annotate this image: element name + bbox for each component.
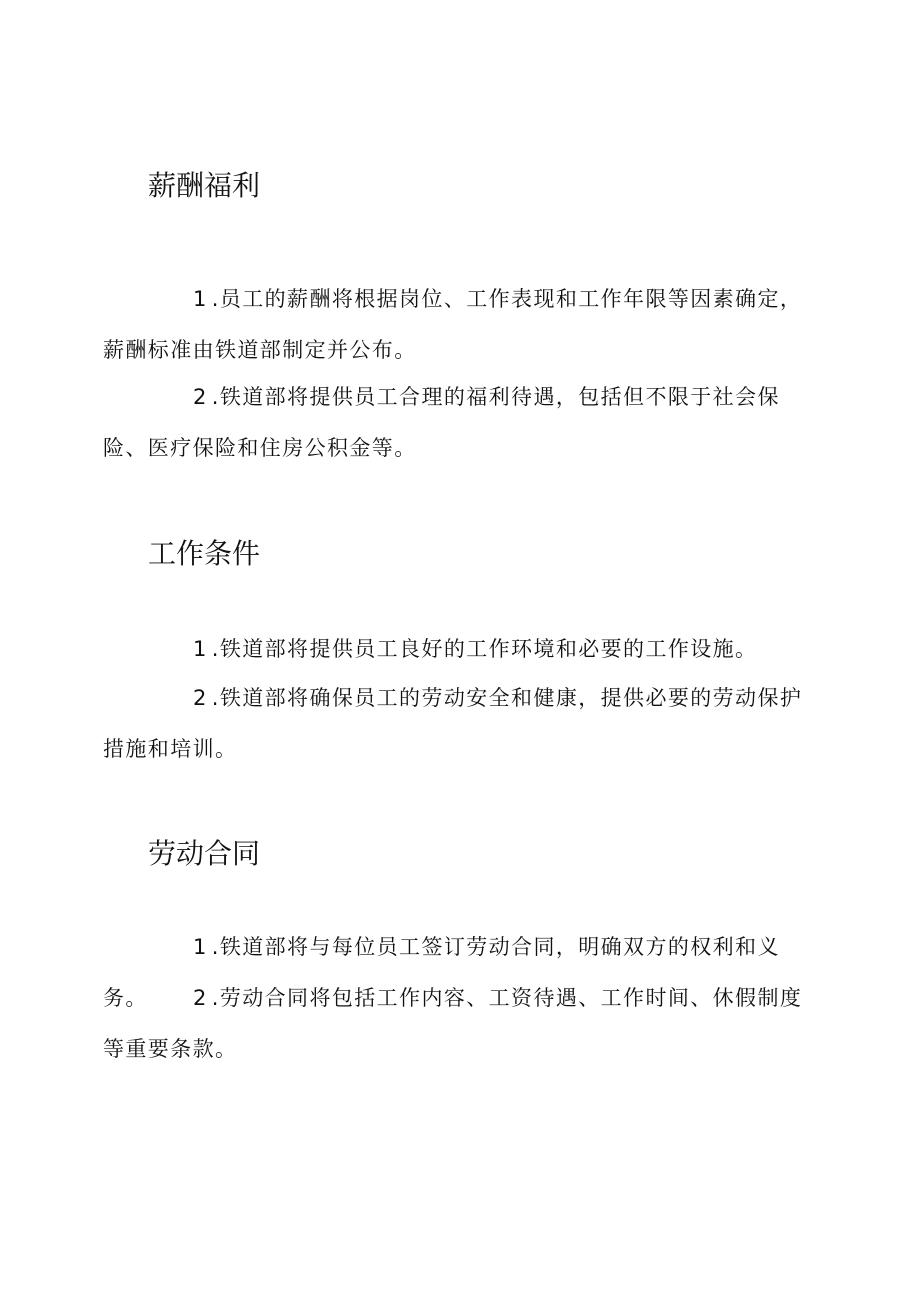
salary-item-2 [103, 372, 808, 474]
item-text: .铁道部将与每位员工签订劳动合同，明确双方的权利和义务。 [103, 935, 780, 1010]
item-number: 1 [193, 637, 208, 661]
item-number: 2 [193, 686, 208, 710]
item-number: 1 [193, 935, 208, 959]
item-text: .铁道部将提供员工合理的福利待遇，包括但不限于社会保险、医疗保险和住房公积金等。 [103, 385, 780, 460]
item-text: .铁道部将确保员工的劳动安全和健康，提供必要的劳动保护措施和培训。 [103, 686, 803, 761]
item-number: 2 [193, 385, 208, 409]
conditions-item-2 [103, 673, 808, 775]
section-title-labor-contract: 劳动合同 [148, 837, 261, 870]
item-text: .劳动合同将包括工作内容、工资待遇、工作时间、休假制度等重要条款。 [103, 986, 803, 1061]
item-text: .员工的薪酬将根据岗位、工作表现和工作年限等因素确定，薪酬标准由铁道部制定并公布。 [103, 287, 803, 362]
salary-item-1 [103, 274, 808, 376]
item-text: .铁道部将提供员工良好的工作环境和必要的工作设施。 [211, 637, 758, 661]
item-number: 2 [193, 986, 208, 1010]
section-title-salary-benefits: 薪酬福利 [148, 169, 261, 202]
section-title-working-conditions: 工作条件 [148, 537, 261, 570]
conditions-item-1 [103, 624, 808, 675]
contract-item-2 [103, 973, 808, 1075]
item-number: 1 [193, 287, 208, 311]
